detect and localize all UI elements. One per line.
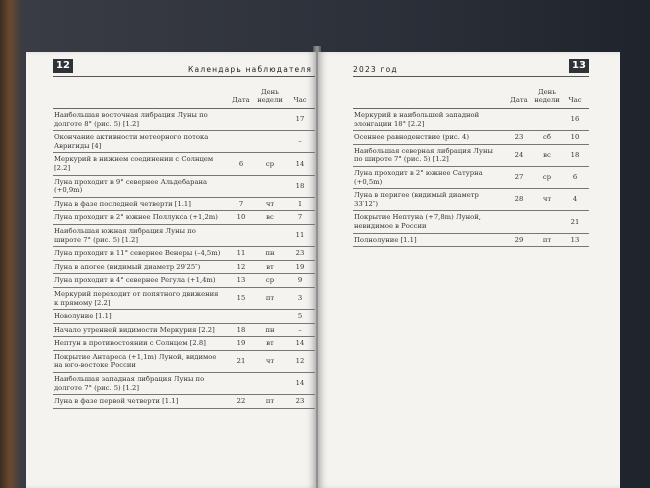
hour-cell: 7 — [285, 211, 315, 225]
event-cell: Покрытие Антареса (+1,1m) Луной, видимое на юго-востоке России — [53, 350, 227, 372]
table-row — [53, 247, 315, 261]
hour-cell: 10 — [561, 131, 589, 145]
event-cell: Окончание активности метеорного потока Авригиды [4] — [53, 131, 227, 153]
weekday-cell — [533, 211, 561, 233]
event-cell: Луна проходит в 4° севернее Регула (+1,4m) — [53, 274, 227, 288]
hour-cell: 14 — [285, 337, 315, 351]
event-cell: Луна проходит в 2° южнее Сатурна (+0,5m) — [353, 166, 505, 188]
event-cell: Покрытие Нептуна (+7,8m) Луной, невидимое в России — [353, 211, 505, 233]
hour-cell: 17 — [285, 109, 315, 131]
event-cell: Меркурий в наибольшей западной элонгации 18° [2.2] — [353, 109, 505, 131]
weekday-cell: чт — [255, 197, 285, 211]
date-cell — [505, 109, 533, 131]
hour-cell: 13 — [561, 233, 589, 247]
weekday-cell — [255, 175, 285, 197]
table-row — [53, 395, 315, 409]
weekday-cell: пн — [255, 247, 285, 261]
hour-cell: 4 — [561, 189, 589, 211]
table-row — [53, 131, 315, 153]
hour-cell: 23 — [285, 247, 315, 261]
table-header-row — [353, 86, 589, 109]
hour-cell: – — [285, 131, 315, 153]
table-row — [53, 373, 315, 395]
weekday-cell: ср — [533, 166, 561, 188]
date-cell: 18 — [227, 323, 255, 337]
date-cell — [227, 373, 255, 395]
weekday-cell: ср — [255, 153, 285, 175]
table-row — [53, 350, 315, 372]
date-cell: 29 — [505, 233, 533, 247]
event-cell: Луна в апогее (видимый диаметр 29′25″) — [53, 260, 227, 274]
events-table-right — [353, 86, 589, 247]
hour-cell: 3 — [285, 287, 315, 309]
date-cell: 15 — [227, 287, 255, 309]
event-cell: Луна проходит в 9° севернее Альдебарана (+0,9m) — [53, 175, 227, 197]
date-cell — [505, 211, 533, 233]
date-cell: 22 — [227, 395, 255, 409]
page-number-left: 12 — [53, 59, 73, 73]
page-number-right: 13 — [569, 59, 589, 73]
date-cell: 27 — [505, 166, 533, 188]
hour-cell: 23 — [285, 395, 315, 409]
table-row — [53, 337, 315, 351]
running-header-right: 2023 год — [353, 65, 398, 74]
column-header-event — [353, 86, 505, 109]
table-row — [53, 109, 315, 131]
date-cell: 24 — [505, 144, 533, 166]
table-row — [53, 175, 315, 197]
hour-cell: 1 — [285, 197, 315, 211]
event-cell: Луна в фазе последней четверти [1.1] — [53, 197, 227, 211]
date-cell: 10 — [227, 211, 255, 225]
hour-cell: – — [285, 323, 315, 337]
hour-cell: 19 — [285, 260, 315, 274]
table-row — [53, 323, 315, 337]
weekday-cell: чт — [255, 350, 285, 372]
weekday-cell — [255, 310, 285, 324]
weekday-cell: пт — [533, 233, 561, 247]
date-cell: 7 — [227, 197, 255, 211]
date-cell: 28 — [505, 189, 533, 211]
date-cell: 6 — [227, 153, 255, 175]
column-header-weekday: День недели — [255, 86, 285, 109]
hour-cell: 18 — [285, 175, 315, 197]
column-header-date: Дата — [227, 86, 255, 109]
left-page — [26, 52, 316, 488]
event-cell: Меркурий в нижнем соединении с Солнцем [2.2] — [53, 153, 227, 175]
column-header-event — [53, 86, 227, 109]
table-row — [53, 310, 315, 324]
weekday-cell — [255, 373, 285, 395]
table-row — [353, 189, 589, 211]
date-cell: 13 — [227, 274, 255, 288]
event-cell: Меркурий переходит от попятного движения к прямому [2.2] — [53, 287, 227, 309]
table-row — [353, 166, 589, 188]
column-header-weekday: День недели — [533, 86, 561, 109]
date-cell: 21 — [227, 350, 255, 372]
table-row — [53, 260, 315, 274]
date-cell — [227, 109, 255, 131]
weekday-cell — [255, 109, 285, 131]
event-cell: Луна проходит в 11° севернее Венеры (–4,5m) — [53, 247, 227, 261]
event-cell: Наибольшая восточная либрация Луны по долготе 8° (рис. 5) [1.2] — [53, 109, 227, 131]
hour-cell: 21 — [561, 211, 589, 233]
weekday-cell — [533, 109, 561, 131]
event-cell: Начало утренней видимости Меркурия [2.2] — [53, 323, 227, 337]
header-rule-right — [353, 76, 589, 77]
hour-cell: 14 — [285, 153, 315, 175]
table-row — [53, 153, 315, 175]
hour-cell: 11 — [285, 224, 315, 246]
event-cell: Наибольшая южная либрация Луны по широте 7° (рис. 5) [1.2] — [53, 224, 227, 246]
table-row — [353, 109, 589, 131]
table-row — [53, 211, 315, 225]
table-row — [53, 287, 315, 309]
right-page — [318, 52, 620, 488]
weekday-cell: пн — [255, 323, 285, 337]
hour-cell: 16 — [561, 109, 589, 131]
date-cell — [227, 175, 255, 197]
weekday-cell: чт — [533, 189, 561, 211]
weekday-cell: сб — [533, 131, 561, 145]
event-cell: Полнолуние [1.1] — [353, 233, 505, 247]
table-header-row — [53, 86, 315, 109]
date-cell: 19 — [227, 337, 255, 351]
event-cell: Новолуние [1.1] — [53, 310, 227, 324]
weekday-cell: вс — [255, 211, 285, 225]
event-cell: Луна проходит в 2° южнее Поллукса (+1,2m) — [53, 211, 227, 225]
date-cell — [227, 131, 255, 153]
hour-cell: 14 — [285, 373, 315, 395]
hour-cell: 5 — [285, 310, 315, 324]
weekday-cell — [255, 224, 285, 246]
table-row — [53, 274, 315, 288]
weekday-cell: ср — [255, 274, 285, 288]
column-header-date: Дата — [505, 86, 533, 109]
date-cell — [227, 310, 255, 324]
header-rule-left — [53, 76, 315, 77]
running-header-left: Календарь наблюдателя — [188, 65, 313, 74]
event-cell: Луна в перигее (видимый диаметр 33′12″) — [353, 189, 505, 211]
column-header-hour: Час — [561, 86, 589, 109]
table-row — [53, 224, 315, 246]
event-cell: Нептун в противостоянии с Солнцем [2.8] — [53, 337, 227, 351]
event-cell: Осеннее равноденствие (рис. 4) — [353, 131, 505, 145]
weekday-cell — [255, 131, 285, 153]
table-row — [353, 211, 589, 233]
date-cell: 23 — [505, 131, 533, 145]
event-cell: Луна в фазе первой четверти [1.1] — [53, 395, 227, 409]
table-row — [353, 131, 589, 145]
weekday-cell: пт — [255, 287, 285, 309]
date-cell: 11 — [227, 247, 255, 261]
column-header-hour: Час — [285, 86, 315, 109]
event-cell: Наибольшая северная либрация Луны по широте 7° (рис. 5) [1.2] — [353, 144, 505, 166]
hour-cell: 9 — [285, 274, 315, 288]
weekday-cell: пт — [255, 395, 285, 409]
weekday-cell: вт — [255, 260, 285, 274]
date-cell: 12 — [227, 260, 255, 274]
weekday-cell: вс — [533, 144, 561, 166]
table-row — [353, 144, 589, 166]
event-cell: Наибольшая западная либрация Луны по долготе 7° (рис. 5) [1.2] — [53, 373, 227, 395]
table-row — [353, 233, 589, 247]
events-table-left — [53, 86, 315, 409]
date-cell — [227, 224, 255, 246]
hour-cell: 6 — [561, 166, 589, 188]
weekday-cell: вт — [255, 337, 285, 351]
hour-cell: 18 — [561, 144, 589, 166]
table-row — [53, 197, 315, 211]
hour-cell: 12 — [285, 350, 315, 372]
